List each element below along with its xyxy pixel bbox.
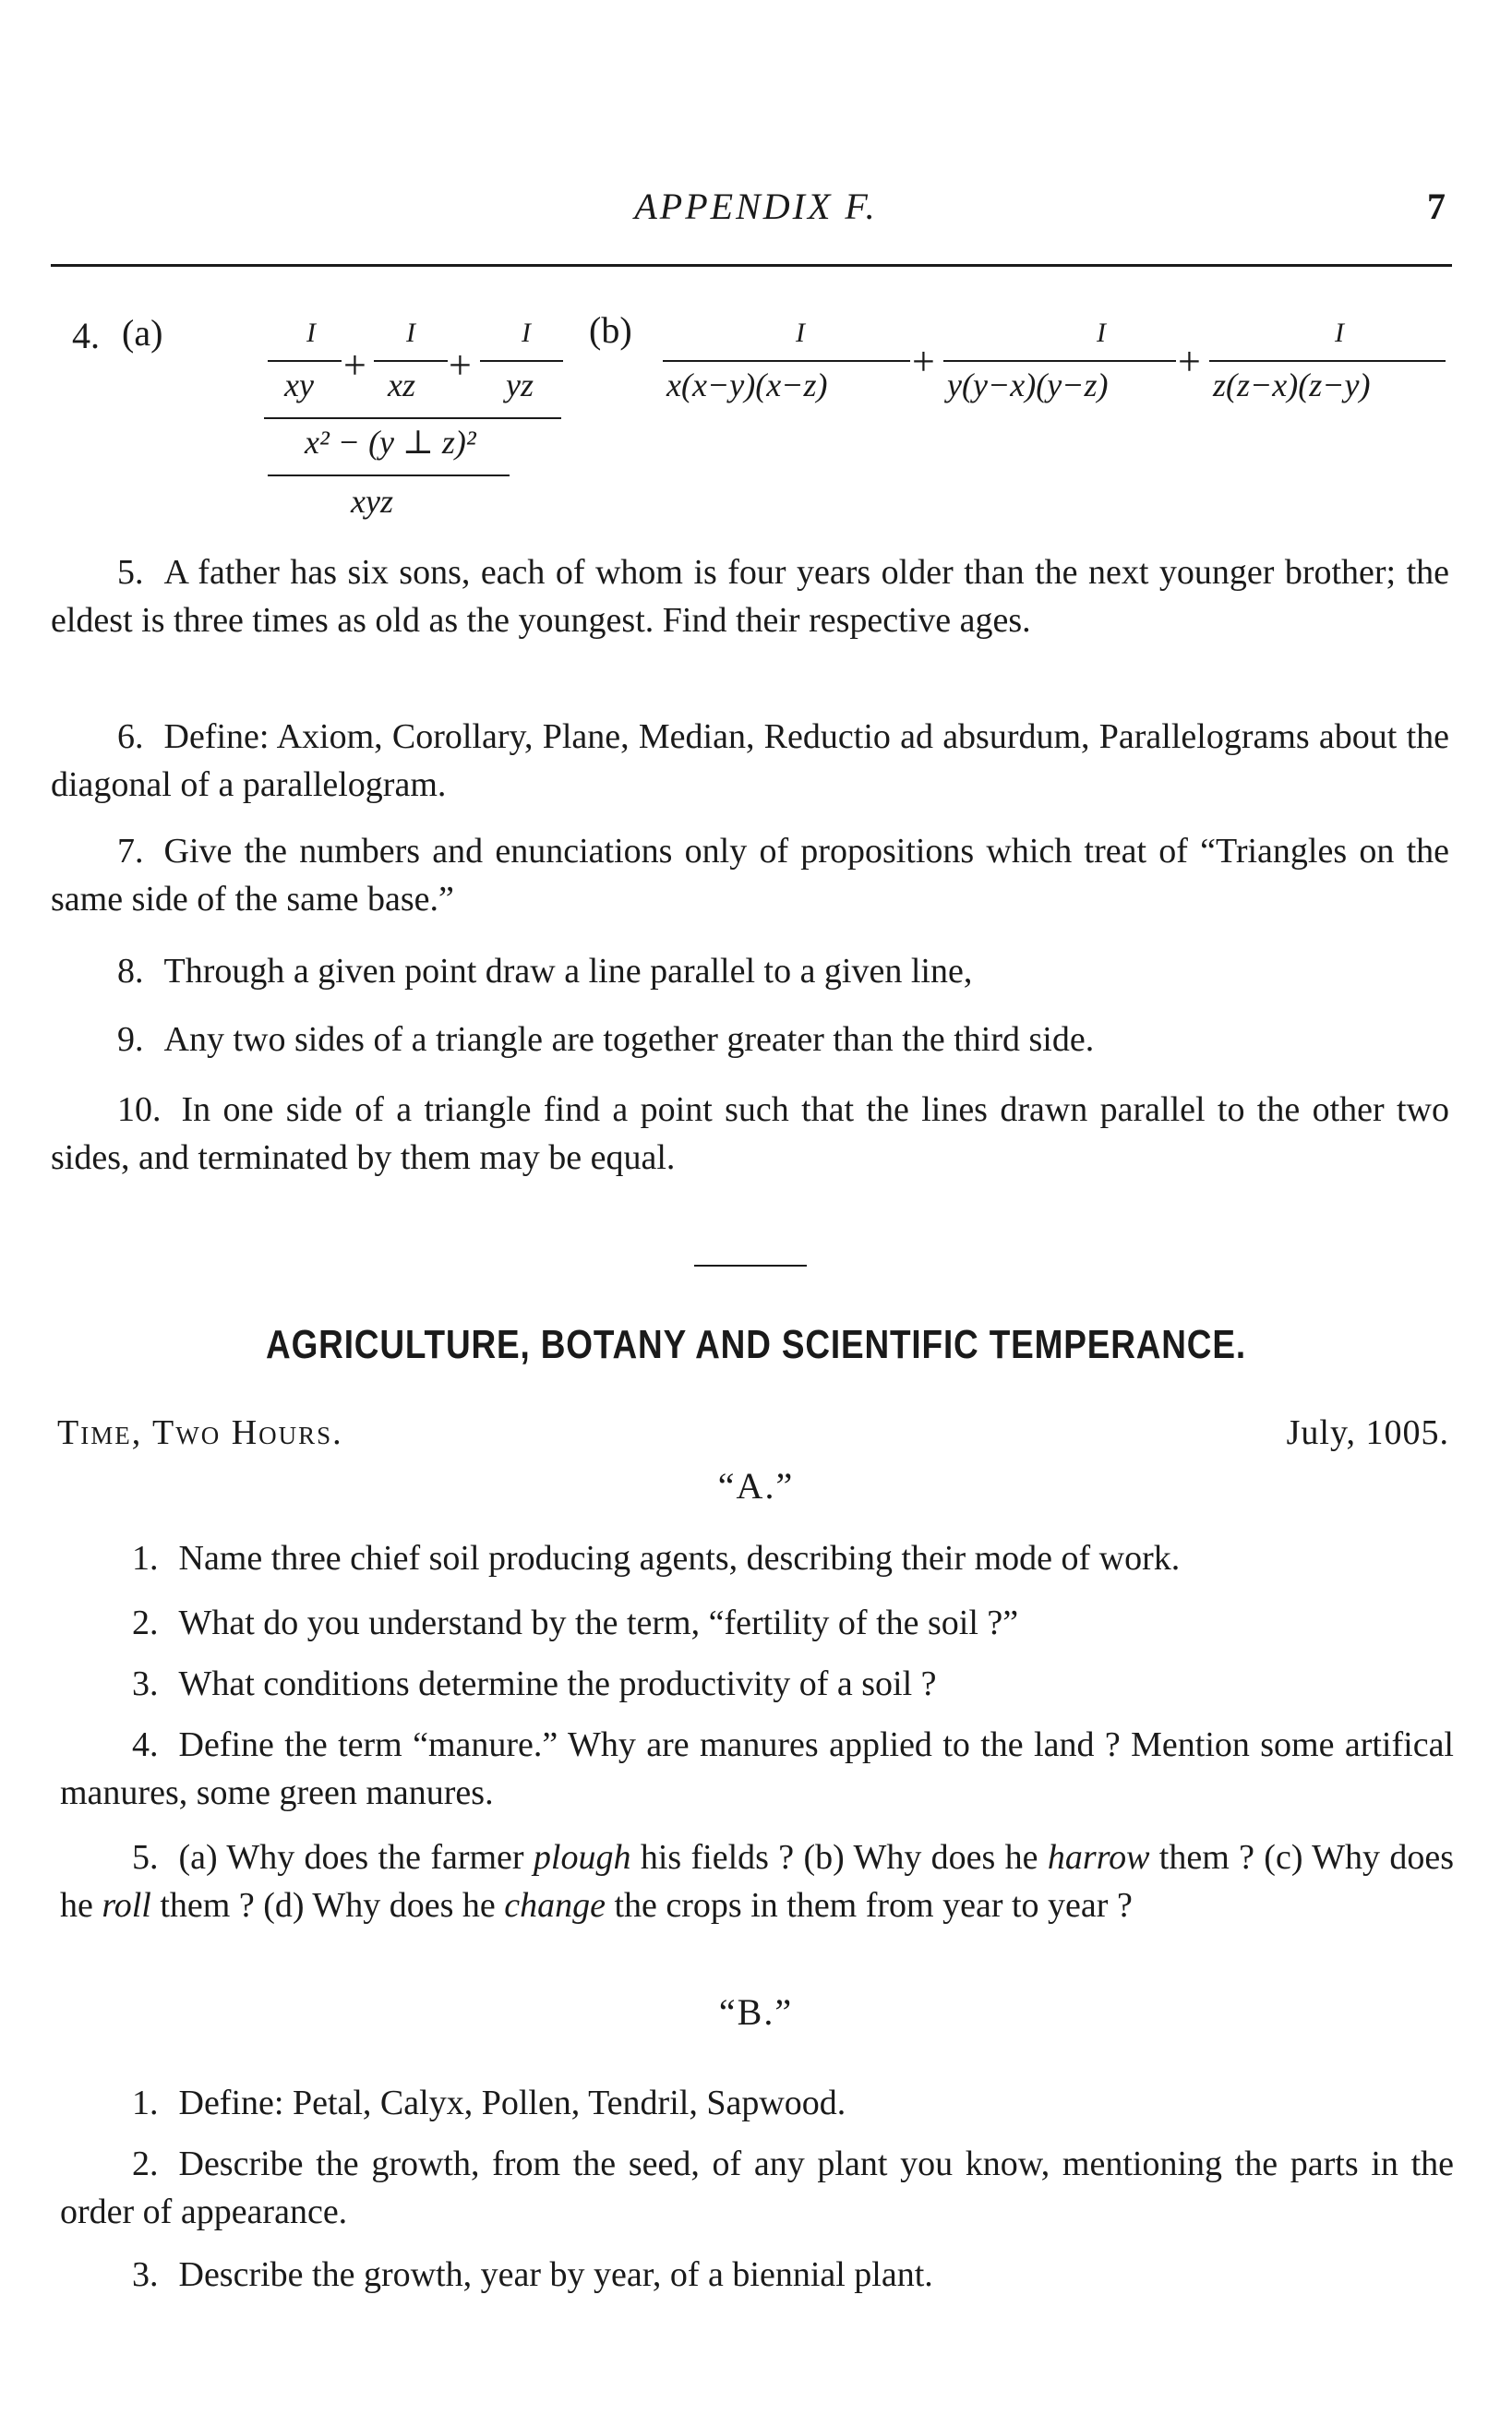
part-a-question — [60, 1660, 1454, 1708]
lower-denominator: xyz — [351, 483, 393, 520]
part-b-label: (b) — [589, 309, 632, 351]
question-text: the crops in them from year to year ? — [605, 1886, 1133, 1925]
part-a-label: (a) — [122, 312, 163, 354]
part-a-heading: “A.” — [717, 1465, 795, 1507]
denominator: z(z−x)(z−y) — [1213, 366, 1371, 403]
part-a-question — [60, 1599, 1454, 1647]
question-number: 7. — [117, 832, 144, 871]
question-text: (a) Why does the farmer — [178, 1838, 534, 1877]
denominator: xy — [284, 366, 314, 403]
plus-sign: + — [912, 339, 935, 384]
question-text: Define: Petal, Calyx, Pollen, Tendril, Sapwood. — [178, 2084, 846, 2122]
question-text: them ? (d) Why does he — [150, 1886, 505, 1925]
fraction-bar — [1209, 360, 1446, 362]
fraction-bar — [943, 360, 1176, 362]
fraction-bar — [663, 360, 910, 362]
denominator: yz — [506, 366, 534, 403]
question-text: Any two sides of a triangle are together greater than the third side. — [163, 1020, 1095, 1059]
numerator: I — [796, 318, 805, 348]
question-number: 2. — [132, 1604, 159, 1642]
denominator: x(x−y)(x−z) — [666, 366, 828, 403]
plus-sign: + — [343, 342, 366, 388]
question-number: 3. — [132, 1664, 159, 1703]
emphasis-word: roll — [102, 1886, 151, 1925]
exam-time: Time, Two Hours. — [57, 1413, 343, 1452]
question-number: 6. — [117, 717, 144, 756]
part-a-question — [60, 1833, 1454, 1929]
question-number: 3. — [132, 2255, 159, 2294]
question-text: Define the term “manure.” Why are manures applied to the land ? Mention some artifical manures, some green manures. — [60, 1725, 1454, 1812]
question-text: Describe the growth, year by year, of a biennial plant. — [178, 2255, 933, 2294]
numerator: I — [522, 318, 531, 348]
part-b-question — [60, 2251, 1454, 2299]
question-text: In one side of a triangle find a point such that the lines drawn parallel to the other two sides, and terminated by them may be equal. — [51, 1090, 1449, 1177]
question-text: Name three chief soil producing agents, describing their mode of work. — [178, 1539, 1181, 1578]
fraction-bar — [374, 360, 448, 362]
exam-date: July, 1005. — [1286, 1413, 1449, 1452]
page-number: 7 — [1427, 186, 1446, 227]
question-text: Define: Axiom, Corollary, Plane, Median, Reductio ad absurdum, Parallelograms about the diagonal of a parallelogram. — [51, 717, 1449, 804]
running-title: APPENDIX F. — [634, 186, 878, 227]
math-question — [51, 827, 1449, 923]
math-question — [51, 1086, 1449, 1182]
numerator: I — [1097, 318, 1106, 348]
section-title: AGRICULTURE, BOTANY AND SCIENTIFIC TEMPERANCE. — [266, 1322, 1246, 1367]
section-divider — [694, 1265, 807, 1267]
question-number: 5. — [132, 1838, 159, 1877]
part-b-question — [60, 2079, 1454, 2127]
question-text: his fields ? (b) Why does he — [630, 1838, 1048, 1877]
question-text: What conditions determine the productivity of a soil ? — [178, 1664, 937, 1703]
emphasis-word: change — [504, 1886, 606, 1925]
part-a-question — [60, 1534, 1454, 1582]
part-a-question — [60, 1721, 1454, 1817]
numerator: I — [406, 318, 415, 348]
main-fraction-bar — [264, 417, 561, 419]
denominator: y(y−x)(y−z) — [947, 366, 1109, 403]
math-question — [51, 947, 1449, 995]
emphasis-word: harrow — [1047, 1838, 1150, 1877]
math-question — [51, 1015, 1449, 1063]
question-number: 4. — [72, 315, 100, 356]
question-number: 5. — [117, 553, 144, 592]
part-b-question — [60, 2140, 1454, 2236]
plus-sign: + — [1178, 339, 1201, 384]
question-number: 1. — [132, 1539, 159, 1578]
question-text: Through a given point draw a line parallel to a given line, — [163, 952, 973, 991]
question-number: 8. — [117, 952, 144, 991]
lower-numerator: x² − (y ⊥ z)² — [305, 424, 476, 461]
fraction-bar — [480, 360, 563, 362]
fraction-bar — [268, 360, 342, 362]
question-text: What do you understand by the term, “fertility of the soil ?” — [178, 1604, 1019, 1642]
math-question — [51, 713, 1449, 809]
header-rule — [51, 264, 1452, 267]
question-number: 9. — [117, 1020, 144, 1059]
fraction-bar — [268, 475, 510, 476]
emphasis-word: plough — [533, 1838, 631, 1877]
plus-sign: + — [449, 342, 472, 388]
question-number: 1. — [132, 2084, 159, 2122]
question-number: 4. — [132, 1725, 159, 1764]
question-text: them ? (c) Why does he — [60, 1838, 1455, 1925]
question-text: Give the numbers and enunciations only of propositions which treat of “Triangles on the same side of the same base.” — [51, 832, 1449, 919]
math-question — [51, 548, 1449, 644]
denominator: xz — [388, 366, 415, 403]
question-number: 2. — [132, 2145, 159, 2183]
part-b-heading: “B.” — [718, 1991, 794, 2033]
numerator: I — [306, 318, 316, 348]
numerator: I — [1335, 318, 1344, 348]
question-text: A father has six sons, each of whom is four years older than the next younger brother; the eldest is three times as old as the youngest. Find their respective ages. — [51, 553, 1449, 640]
question-text: Describe the growth, from the seed, of any plant you know, mentioning the parts in the order of appearance. — [60, 2145, 1454, 2231]
question-number: 10. — [117, 1090, 162, 1129]
